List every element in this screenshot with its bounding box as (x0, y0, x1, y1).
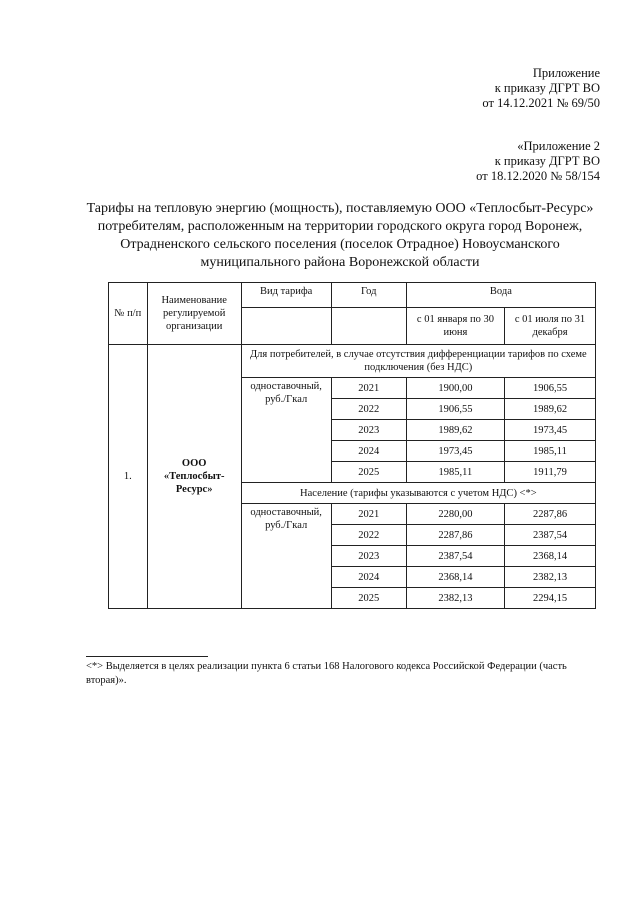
tariff-h2-cell: 2382,13 (505, 567, 596, 588)
tariff-h1-cell: 1973,45 (406, 441, 504, 462)
tariff-table (108, 282, 596, 609)
appendix-date: от 14.12.2021 № 69/50 (482, 96, 600, 110)
header-period2: с 01 июля по 31 декабря (505, 308, 596, 345)
year-cell: 2021 (331, 504, 406, 525)
tariff-h2-cell: 1985,11 (505, 441, 596, 462)
tariff-h2-cell: 1911,79 (505, 462, 596, 483)
tariff-h2-cell: 2368,14 (505, 546, 596, 567)
tariff-h1-cell: 1985,11 (406, 462, 504, 483)
tariff-h1-cell: 2368,14 (406, 567, 504, 588)
tariff-h2-cell: 1906,55 (505, 378, 596, 399)
section2-tariff-type: одноставочный, руб./Гкал (241, 504, 331, 609)
tariff-h1-cell: 2387,54 (406, 546, 504, 567)
year-cell: 2025 (331, 462, 406, 483)
org-name: ООО «Теплосбыт-Ресурс» (147, 345, 241, 609)
header-num: № п/п (109, 283, 148, 345)
year-cell: 2024 (331, 441, 406, 462)
year-cell: 2023 (331, 546, 406, 567)
appendix-header (482, 66, 600, 111)
appendix-order: к приказу ДГРТ ВО (494, 81, 600, 95)
tariff-h1-cell: 2280,00 (406, 504, 504, 525)
footnote-divider (86, 656, 208, 657)
table-header-row (109, 283, 596, 308)
tariff-h1-cell: 2287,86 (406, 525, 504, 546)
header-type-empty (241, 308, 331, 345)
year-cell: 2024 (331, 567, 406, 588)
tariff-h1-cell: 1906,55 (406, 399, 504, 420)
year-cell: 2022 (331, 399, 406, 420)
row-number: 1. (109, 345, 148, 609)
section1-title: Для потребителей, в случае отсутствия дифференциации тарифов по схеме подключения (без НДС) (241, 345, 595, 378)
document-title: Тарифы на тепловую энергию (мощность), поставляемую ООО «Теплосбыт-Ресурс» потребителям, расположенным на территории городского округа город Воронеж, Отрадненского сельского поселения (поселок Отрадное) Новоусманского муниципального района Воронежской области (86, 201, 594, 270)
year-cell: 2023 (331, 420, 406, 441)
year-cell: 2021 (331, 378, 406, 399)
appendix2-order: к приказу ДГРТ ВО (494, 154, 600, 168)
year-cell: 2022 (331, 525, 406, 546)
tariff-h2-cell: 2387,54 (505, 525, 596, 546)
tariff-h1-cell: 1989,62 (406, 420, 504, 441)
appendix2-date: от 18.12.2020 № 58/154 (476, 169, 600, 183)
section1-tariff-type: одноставочный, руб./Гкал (241, 378, 331, 483)
tariff-h2-cell: 1989,62 (505, 399, 596, 420)
tariff-h2-cell: 2294,15 (505, 588, 596, 609)
appendix2-label: «Приложение 2 (517, 139, 600, 153)
header-org: Наименование регулируемой организации (147, 283, 241, 345)
tariff-h1-cell: 1900,00 (406, 378, 504, 399)
header-type: Вид тарифа (241, 283, 331, 308)
footnote: <*> Выделяется в целях реализации пункта 6 статьи 168 Налогового кодекса Российской Федерации (часть вторая)». (86, 661, 567, 686)
header-period1: с 01 января по 30 июня (406, 308, 504, 345)
section1-title-row (109, 345, 596, 378)
header-year: Год (331, 283, 406, 308)
header-year-empty (331, 308, 406, 345)
appendix2-header (476, 139, 600, 184)
tariff-h2-cell: 2287,86 (505, 504, 596, 525)
section2-title: Население (тарифы указываются с учетом НДС) <*> (241, 483, 595, 504)
tariff-h1-cell: 2382,13 (406, 588, 504, 609)
year-cell: 2025 (331, 588, 406, 609)
tariff-h2-cell: 1973,45 (505, 420, 596, 441)
appendix-label: Приложение (532, 66, 600, 80)
header-water: Вода (406, 283, 595, 308)
